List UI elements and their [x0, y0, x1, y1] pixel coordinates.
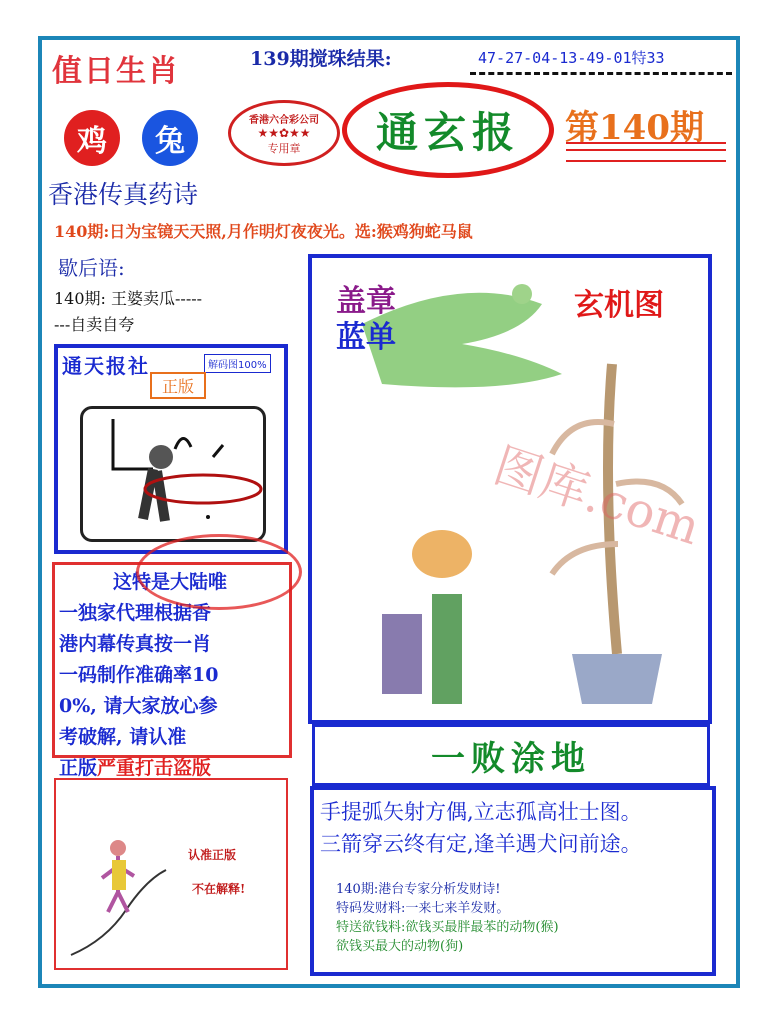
mystery-title: 玄机图 [574, 288, 664, 323]
xiehouyu-line-2: ---自卖自夸 [54, 315, 135, 334]
tongtian-stamp: 正版 [150, 372, 206, 399]
xiehouyu-line-1: 140期: 王婆卖瓜----- [54, 289, 203, 308]
golfer-figure [83, 409, 263, 539]
company-stamp [228, 100, 340, 166]
result-underline [470, 72, 732, 75]
paper-name-oval [342, 82, 554, 178]
poem-title: 香港传真药诗 [48, 180, 199, 209]
analysis-line-4: 欲钱买最大的动物(狗) [336, 939, 464, 954]
advert-line-2: 一独家代理根据香 [59, 602, 212, 624]
advert-line-4: 一码制作准确率10 [59, 664, 219, 686]
tongtian-badge: 解码图100% [204, 354, 271, 373]
zodiac-badge-rooster: 鸡 [64, 110, 120, 166]
analysis-line-3: 特送欲钱料:欲钱买最胖最苯的动物(猴) [336, 920, 559, 935]
paper-name: 通玄报 [375, 108, 520, 157]
stick-figure-panel [54, 778, 288, 970]
tongtian-panel [54, 344, 288, 554]
verse-line-1: 手提弧矢射方偶,立志孤高壮士图。 [320, 800, 642, 824]
analysis-line-1: 140期:港台专家分析发财诗! [336, 882, 501, 897]
advert-line-6: 考破解, 请认准 [59, 726, 187, 748]
advert-line-3: 港内幕传真按一肖 [59, 633, 212, 655]
issue-number: 第140期 [565, 108, 704, 148]
analysis-list [336, 880, 559, 956]
idiom-panel [312, 724, 710, 786]
zodiac-title: 值日生肖 [52, 54, 180, 89]
advert-line-5: 0%, 请大家放心参 [59, 695, 218, 717]
zodiac-badge-rabbit: 兔 [142, 110, 198, 166]
xiehouyu-title: 歇后语: [58, 256, 125, 280]
advert-anti-piracy: 严重打击盗版 [97, 757, 212, 779]
idiom-text: 一败涂地 [431, 738, 591, 779]
advert-seal [136, 534, 302, 610]
watermark: 图库.com [487, 437, 707, 557]
mystery-picture-panel [308, 254, 712, 724]
climber-illustration [66, 820, 176, 960]
analysis-line-2: 特码发财料:一来七来羊发财。 [336, 901, 510, 916]
stick-text-2: 不在解释! [192, 882, 246, 896]
stamp-stars: ★★✿★★ [257, 126, 311, 140]
stamp-bottom-text: 专用章 [267, 142, 301, 155]
issue-underline [566, 142, 726, 162]
decode-figure [80, 406, 266, 542]
stamp-label-1: 盖章 [336, 284, 396, 319]
advert-line-1: 这特是大陆唯 [113, 571, 228, 593]
poem-line: 140期:日为宝镜天天照,月作明灯夜夜光。选:猴鸡狗蛇马鼠 [54, 222, 473, 241]
tongtian-title: 通天报社 [62, 354, 150, 378]
verse-line-2: 三箭穿云终有定,逢羊遇犬问前途。 [320, 832, 642, 856]
result-numbers: 47-27-04-13-49-01特33 [478, 49, 665, 67]
verse-panel [310, 786, 716, 976]
stick-text-1: 认准正版 [188, 848, 237, 862]
advert-genuine: 正版 [59, 757, 98, 779]
stamp-top-text: 香港六合彩公司 [249, 115, 319, 126]
result-label: 139期搅珠结果: [250, 48, 392, 70]
stamp-label-2: 蓝单 [336, 320, 396, 355]
